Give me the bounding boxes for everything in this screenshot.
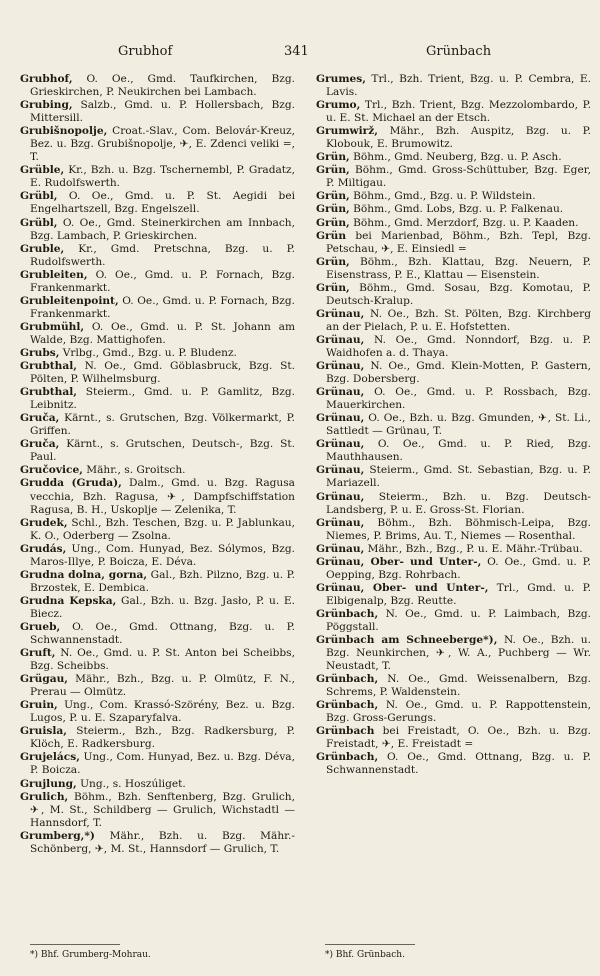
- entry-headword: Grumwirž,: [316, 125, 378, 138]
- gazetteer-entry: [316, 217, 591, 230]
- gazetteer-entry: [316, 230, 591, 256]
- entry-headword: Grün,: [316, 164, 350, 177]
- gazetteer-entry: [20, 830, 295, 856]
- entry-headword: Grudda (Gruda),: [20, 477, 122, 490]
- entry-headword: Grumo,: [316, 99, 361, 112]
- gazetteer-entry: [20, 464, 295, 477]
- gazetteer-entry: [316, 412, 591, 438]
- gazetteer-entry: [20, 647, 295, 673]
- gazetteer-entry: [20, 673, 295, 699]
- gazetteer-entry: [20, 569, 295, 595]
- gazetteer-entry: [316, 73, 591, 99]
- entry-text: N. Oe., Gmd. Nonndorf, Bzg. u. P. Waidhofen a. d. Thaya.: [326, 333, 591, 359]
- gazetteer-entry: [20, 269, 295, 295]
- gazetteer-entry: [316, 256, 591, 282]
- entry-headword: Grünau,: [316, 333, 365, 346]
- entry-headword: Grubhof,: [20, 73, 73, 85]
- entry-headword: Gručovice,: [20, 464, 83, 477]
- entry-text: Kärnt., s. Grutschen, Deutsch-, Bzg. St. Paul.: [30, 438, 295, 464]
- gazetteer-entry: [20, 621, 295, 647]
- gazetteer-entry: [20, 778, 295, 791]
- gazetteer-entry: [316, 634, 591, 673]
- gazetteer-entry: [316, 99, 591, 125]
- gazetteer-entry: [316, 608, 591, 634]
- entry-headword: Grünau,: [316, 490, 365, 503]
- entry-headword: Gruisla,: [20, 725, 67, 738]
- gazetteer-entry: [316, 673, 591, 699]
- entry-headword: Grudás,: [20, 542, 67, 555]
- entry-headword: Grünau,: [316, 438, 365, 451]
- entry-text: N. Oe., Gmd. u. P. St. Anton bei Scheibbs, Bzg. Scheibbs.: [30, 647, 295, 673]
- entry-text: N. Oe., Bzh. u. Bzg. Neunkirchen, ✈, W. A., Puchberg — Wr. Neustadt, T.: [326, 634, 591, 673]
- running-header: [0, 44, 600, 64]
- entry-headword: Grünau, Ober- und Unter-,: [316, 581, 489, 594]
- entry-headword: Gruča,: [20, 412, 60, 425]
- entry-text: Ung., s. Hoszúliget.: [76, 777, 186, 790]
- gazetteer-entry: [316, 725, 591, 751]
- footnote-left: *) Bhf. Grumberg-Mohrau.: [30, 950, 151, 960]
- entry-headword: Grün,: [316, 190, 350, 203]
- entry-text: N. Oe., Gmd. Göblasbruck, Bzg. St. Pölten, P. Wilhelmsburg.: [30, 360, 295, 386]
- entry-headword: Grünbach,: [316, 699, 379, 712]
- gazetteer-entry: [20, 295, 295, 321]
- entry-text: Ung., Com. Krassó-Szörény, Bez. u. Bzg. Lugos, P. u. E. Szaparyfalva.: [30, 699, 295, 725]
- page-number: 341: [284, 44, 309, 59]
- gazetteer-entry: [20, 751, 295, 777]
- entry-headword: Grumes,: [316, 73, 366, 85]
- gazetteer-entry: [20, 543, 295, 569]
- entry-text: Schl., Bzh. Teschen, Bzg. u. P. Jablunkau, K. O., Oderberg — Zsolna.: [30, 516, 295, 542]
- entry-headword: Grujlung,: [20, 777, 77, 790]
- gazetteer-entry: [316, 464, 591, 490]
- entry-headword: Grueb,: [20, 620, 61, 633]
- entry-text: Böhm., Gmd. Sosau, Bzg. Komotau, P. Deutsch-Kralup.: [326, 281, 591, 307]
- entry-text: Trl., Gmd. u. P. Elbigenalp, Bzg. Reutte.: [326, 581, 591, 607]
- gazetteer-entry: [20, 412, 295, 438]
- gazetteer-entry: [20, 791, 295, 830]
- entry-headword: Grünau,: [316, 542, 365, 555]
- gazetteer-entry: [316, 334, 591, 360]
- entry-text: Trl., Bzh. Trient, Bzg. Mezzolombardo, P. u. E. St. Michael an der Etsch.: [326, 99, 591, 125]
- entry-headword: Grudna Kepska,: [20, 594, 117, 607]
- entry-headword: Grün,: [316, 281, 350, 294]
- entry-headword: Gruin,: [20, 699, 58, 712]
- entry-text: Kr., Bzh. u. Bzg. Tschernembl, P. Gradatz, E. Rudolfswerth.: [30, 164, 295, 190]
- gazetteer-entry: [20, 243, 295, 269]
- gazetteer-entry: [316, 751, 591, 777]
- entry-text: Mähr., Bzh. u. Bzg. Mähr.-Schönberg, ✈, M. St., Hannsdorf — Grulich, T.: [30, 829, 295, 855]
- gazetteer-entry: [20, 73, 295, 99]
- right-column: [316, 73, 591, 778]
- gazetteer-entry: [20, 725, 295, 751]
- entry-headword: Grünbach,: [316, 673, 379, 686]
- gazetteer-entry: [316, 190, 591, 203]
- entry-text: Steierm., Gmd. St. Sebastian, Bzg. u. P. Mariazell.: [326, 464, 591, 490]
- entry-headword: Grumberg,*): [20, 829, 95, 842]
- footnote-rule-left: [30, 944, 120, 945]
- entry-headword: Grünbach am Schneeberge*),: [316, 634, 498, 647]
- entry-headword: Grubleitenpoint,: [20, 294, 119, 307]
- entry-text: N. Oe., Gmd. Weissenalbern, Bzg. Schrems, P. Waldenstein.: [326, 673, 591, 699]
- entry-headword: Grün: [316, 229, 347, 242]
- entry-headword: Grubthal,: [20, 386, 77, 399]
- entry-headword: Grubmühl,: [20, 320, 85, 333]
- entry-headword: Grünbach,: [316, 751, 379, 764]
- entry-text: bei Freistadt, O. Oe., Bzh. u. Bzg. Freistadt, ✈, E. Freistadt =: [326, 725, 591, 751]
- entry-text: O. Oe., Gmd. u. P. St. Johann am Walde, Bzg. Mattighofen.: [30, 320, 295, 346]
- entry-text: Kr., Gmd. Pretschna, Bzg. u. P. Rudolfswerth.: [30, 242, 295, 268]
- entry-headword: Grudna dolna, gorna,: [20, 568, 148, 581]
- entry-headword: Grügau,: [20, 673, 68, 686]
- gazetteer-entry: [20, 517, 295, 543]
- gazetteer-entry: [20, 477, 295, 516]
- header-right-keyword: Grünbach: [426, 44, 492, 59]
- gazetteer-entry: [316, 582, 591, 608]
- gazetteer-entry: [20, 595, 295, 621]
- gazetteer-entry: [316, 164, 591, 190]
- left-column: [20, 73, 295, 856]
- entry-text: Böhm., Gmd. Merzdorf, Bzg. u. P. Kaaden.: [349, 216, 579, 229]
- entry-headword: Grün,: [316, 151, 350, 164]
- entry-headword: Grünau,: [316, 464, 365, 477]
- entry-text: Gal., Bzh. u. Bzg. Jasło, P. u. E. Biecz.: [30, 594, 295, 620]
- entry-text: N. Oe., Gmd. u. P. Rappottenstein, Bzg. Gross-Gerungs.: [326, 699, 591, 725]
- entry-text: Mähr., Bzh., Bzg. u. P. Olmütz, F. N., Prerau — Olmütz.: [30, 673, 295, 699]
- footnote-right: *) Bhf. Grünbach.: [325, 950, 405, 960]
- gazetteer-entry: [316, 699, 591, 725]
- entry-text: Böhm., Gmd. Gross-Schüttuber, Bzg. Eger, P. Miltigau.: [326, 164, 591, 190]
- entry-text: Salzb., Gmd. u. P. Hollersbach, Bzg. Mittersill.: [30, 99, 295, 125]
- gazetteer-entry: [316, 203, 591, 216]
- header-left-keyword: Grubhof: [118, 44, 173, 59]
- gazetteer-entry: [20, 347, 295, 360]
- gazetteer-entry: [20, 99, 295, 125]
- gazetteer-entry: [316, 308, 591, 334]
- entry-text: Steierm., Bzh. u. Bzg. Deutsch-Landsberg, P. u. E. Gross-St. Florian.: [326, 490, 591, 516]
- gazetteer-entry: [316, 151, 591, 164]
- entry-text: O. Oe., Gmd. Ottnang, Bzg. u. P. Schwannenstadt.: [326, 751, 591, 777]
- gazetteer-entry: [20, 699, 295, 725]
- entry-text: O. Oe., Gmd. u. P. Ried, Bzg. Mauthhausen.: [326, 438, 591, 464]
- entry-headword: Grubišnopolje,: [20, 125, 108, 138]
- entry-text: Trl., Bzh. Trient, Bzg. u. P. Cembra, E. Lavis.: [326, 73, 591, 99]
- gazetteer-entry: [316, 517, 591, 543]
- gazetteer-entry: [20, 360, 295, 386]
- entry-headword: Grübl,: [20, 216, 58, 229]
- entry-text: N. Oe., Gmd. Klein-Motten, P. Gastern, Bzg. Dobersberg.: [326, 360, 591, 386]
- entry-text: O. Oe., Gmd. Steinerkirchen am Innbach, Bzg. Lambach, P. Grieskirchen.: [30, 216, 295, 242]
- entry-text: O. Oe., Gmd. u. P. Fornach, Bzg. Frankenmarkt.: [30, 268, 295, 294]
- entry-headword: Grünau,: [316, 360, 365, 373]
- entry-text: N. Oe., Bzh. St. Pölten, Bzg. Kirchberg an der Pielach, P. u. E. Hofstetten.: [326, 307, 591, 333]
- gazetteer-entry: [20, 386, 295, 412]
- entry-text: Mähr., s. Groitsch.: [82, 464, 186, 477]
- entry-text: O. Oe., Gmd. u. P. St. Aegidi bei Engelhartszell, Bzg. Engelszell.: [30, 190, 295, 216]
- gazetteer-entry: [316, 556, 591, 582]
- entry-headword: Grubs,: [20, 346, 60, 359]
- entry-text: Kärnt., s. Grutschen, Bzg. Völkermarkt, P. Griffen.: [30, 412, 295, 438]
- entry-headword: Grubing,: [20, 99, 73, 112]
- entry-text: N. Oe., Gmd. u. P. Laimbach, Bzg. Pöggstall.: [326, 607, 591, 633]
- gazetteer-entry: [20, 217, 295, 243]
- gazetteer-entry: [20, 125, 295, 164]
- gazetteer-entry: [20, 321, 295, 347]
- entry-headword: Grüble,: [20, 164, 65, 177]
- entry-text: Ung., Com. Hunyad, Bez. Sólymos, Bzg. Maros-Illye, P. Boicza, E. Déva.: [30, 542, 295, 568]
- entry-text: Böhm., Bzh. Klattau, Bzg. Neuern, P. Eisenstrass, P. E., Klattau — Eisenstein.: [326, 255, 591, 281]
- entry-text: Vrlbg., Gmd., Bzg. u. P. Bludenz.: [59, 346, 237, 359]
- entry-text: Böhm., Gmd. Neuberg, Bzg. u. P. Asch.: [349, 151, 562, 164]
- gazetteer-entry: [316, 386, 591, 412]
- entry-headword: Grünau,: [316, 516, 365, 529]
- entry-headword: Grünau,: [316, 412, 365, 425]
- gazetteer-entry: [20, 190, 295, 216]
- entry-text: O. Oe., Gmd. Ottnang, Bzg. u. P. Schwannenstadt.: [30, 620, 295, 647]
- entry-headword: Gruča,: [20, 438, 60, 451]
- entry-text: Böhm., Gmd. Lobs, Bzg. u. P. Falkenau.: [349, 203, 564, 216]
- gazetteer-entry: [316, 438, 591, 464]
- entry-text: O. Oe., Bzh. u. Bzg. Gmunden, ✈, St. Li., Sattledt — Grünau, T.: [326, 412, 591, 438]
- entry-text: Gal., Bzh. Pilzno, Bzg. u. P. Brzostek, E. Dembica.: [30, 568, 295, 594]
- entry-text: Dalm., Gmd. u. Bzg. Ragusa vecchia, Bzh. Ragusa, ✈, Dampfschiffstation Ragusa, B. H., Uskoplje — Zelenika, T.: [30, 477, 296, 516]
- entry-headword: Grubthal,: [20, 360, 77, 373]
- gazetteer-entry: [20, 438, 295, 464]
- entry-text: Böhm., Gmd., Bzg. u. P. Wildstein.: [349, 190, 536, 203]
- entry-text: bei Marienbad, Böhm., Bzh. Tepl, Bzg. Petschau, ✈, E. Einsiedl =: [326, 229, 591, 255]
- entry-text: Böhm., Bzh. Senftenberg, Bzg. Grulich, ✈, M. St., Schildberg — Grulich, Wichstadtl — Hannsdorf, T.: [30, 790, 295, 829]
- entry-text: Croat.-Slav., Com. Belovár-Kreuz, Bez. u. Bzg. Grubišnopolje, ✈, E. Zdenci veliki =, T.: [30, 125, 295, 164]
- gazetteer-entry: [316, 543, 591, 556]
- entry-text: O. Oe., Gmd. u. P. Oepping, Bzg. Rohrbach.: [326, 555, 591, 581]
- entry-headword: Grünau,: [316, 307, 365, 320]
- gazetteer-entry: [316, 360, 591, 386]
- entry-text: Böhm., Bzh. Böhmisch-Leipa, Bzg. Niemes, P. Brims, Au. T., Niemes — Rosenthal.: [326, 516, 591, 542]
- entry-headword: Gruble,: [20, 242, 65, 255]
- entry-text: Ung., Com. Hunyad, Bez. u. Bzg. Déva, P. Boicza.: [30, 751, 295, 777]
- entry-text: Steierm., Gmd. u. P. Gamlitz, Bzg. Leibnitz.: [30, 386, 295, 412]
- gazetteer-entry: [316, 125, 591, 151]
- entry-headword: Grudek,: [20, 516, 68, 529]
- gazetteer-entry: [316, 491, 591, 517]
- entry-headword: Grün,: [316, 255, 350, 268]
- entry-headword: Gruft,: [20, 647, 56, 660]
- entry-headword: Grünau, Ober- und Unter-,: [316, 555, 482, 568]
- entry-headword: Grulich,: [20, 790, 69, 803]
- gazetteer-entry: [316, 282, 591, 308]
- gazetteer-entry: [20, 164, 295, 190]
- entry-headword: Grünbach,: [316, 607, 379, 620]
- entry-headword: Grün,: [316, 203, 350, 216]
- entry-text: O. Oe., Gmd. u. P. Fornach, Bzg. Frankenmarkt.: [30, 294, 295, 320]
- entry-text: O. Oe., Gmd. Taufkirchen, Bzg. Grieskirchen, P. Neukirchen bei Lambach.: [30, 73, 295, 99]
- entry-headword: Grünau,: [316, 386, 365, 399]
- entry-headword: Grün,: [316, 216, 350, 229]
- entry-text: O. Oe., Gmd. u. P. Rossbach, Bzg. Mauerkirchen.: [326, 386, 591, 412]
- entry-text: Mähr., Bzh. Auspitz, Bzg. u. P. Klobouk, E. Brumowitz.: [326, 125, 591, 151]
- entry-text: Mähr., Bzh., Bzg., P. u. E. Mähr.-Trübau.: [364, 542, 583, 555]
- footnote-rule-right: [325, 944, 415, 945]
- entry-text: Steierm., Bzh., Bzg. Radkersburg, P. Klöch, E. Radkersburg.: [30, 725, 295, 751]
- entry-headword: Grujelács,: [20, 751, 80, 764]
- entry-headword: Grubleiten,: [20, 268, 88, 281]
- entry-headword: Grübl,: [20, 190, 58, 203]
- entry-headword: Grünbach: [316, 725, 375, 738]
